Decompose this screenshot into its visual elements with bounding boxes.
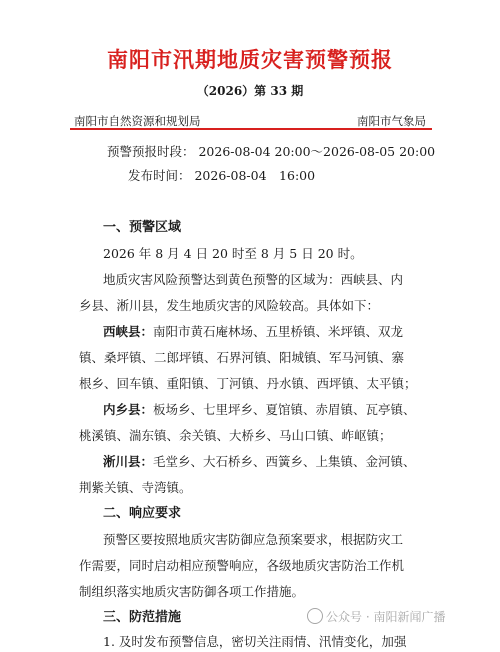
section-2-line-1: 预警区要按照地质灾害防御应急预案要求，根据防灾工: [103, 532, 404, 547]
red-divider: [70, 128, 432, 130]
xichuan-label: 淅川县：: [103, 454, 154, 469]
xixia-label: 西峡县：: [103, 324, 154, 339]
publish-time: 发布时间： 2026-08-04 16:00: [128, 168, 316, 183]
section-3-heading: 三、防范措施: [103, 610, 182, 625]
issuer-left: 南阳市自然资源和规划局: [74, 114, 201, 128]
watermark: [305, 608, 447, 625]
xichuan-line-1: [103, 452, 416, 472]
xixia-line-3: 根乡、回车镇、重阳镇、丁河镇、丹水镇、西坪镇、太平镇；: [79, 376, 417, 391]
wechat-logo-icon: [307, 608, 323, 624]
neixiang-line-1: [103, 400, 416, 420]
xichuan-towns-1: 毛堂乡、大石桥乡、西簧乡、上集镇、金河镇、: [153, 454, 416, 469]
forecast-period: 预警预报时段： 2026-08-04 20:00～2026-08-05 20:00: [107, 144, 436, 159]
neixiang-towns-1: 板场乡、七里坪乡、夏馆镇、赤眉镇、瓦亭镇、: [153, 402, 416, 417]
xichuan-line-2: 荆紫关镇、寺湾镇。: [79, 480, 192, 495]
issuer-right: 南阳市气象局: [357, 114, 426, 128]
neixiang-line-2: 桃溪镇、湍东镇、余关镇、大桥乡、马山口镇、岞岖镇；: [79, 428, 392, 443]
neixiang-label: 内乡县：: [103, 402, 154, 417]
section-2-heading: 二、响应要求: [103, 506, 182, 521]
section-3-line-1: 1. 及时发布预警信息，密切关注雨情、汛情变化，加强: [103, 634, 407, 649]
xixia-line-2: 镇、桑坪镇、二郎坪镇、石界河镇、阳城镇、军马河镇、寨: [79, 350, 405, 365]
section-2-line-3: 制组织落实地质灾害防御各项工作措施。: [79, 584, 305, 599]
section-2-line-2: 作需要，同时启动相应预警响应，各级地质灾害防治工作机: [79, 558, 405, 573]
xixia-towns-1: 南阳市黄石庵林场、五里桥镇、米坪镇、双龙: [153, 324, 404, 339]
xixia-line-1: [103, 322, 403, 342]
watermark-text: 公众号 · 南阳新闻广播: [326, 610, 446, 624]
issue-number: （2026）第 33 期: [196, 84, 304, 98]
section-1-para-line-2: 乡县、淅川县，发生地质灾害的风险较高。具体如下：: [79, 298, 380, 313]
section-1-para-line-1: 地质灾害风险预警达到黄色预警的区域为：西峡县、内: [103, 272, 404, 287]
section-1-time: 2026 年 8 月 4 日 20 时至 8 月 5 日 20 时。: [103, 246, 363, 261]
document-title: 南阳市汛期地质灾害预警预报: [107, 48, 393, 72]
section-1-heading: 一、预警区域: [103, 220, 182, 235]
